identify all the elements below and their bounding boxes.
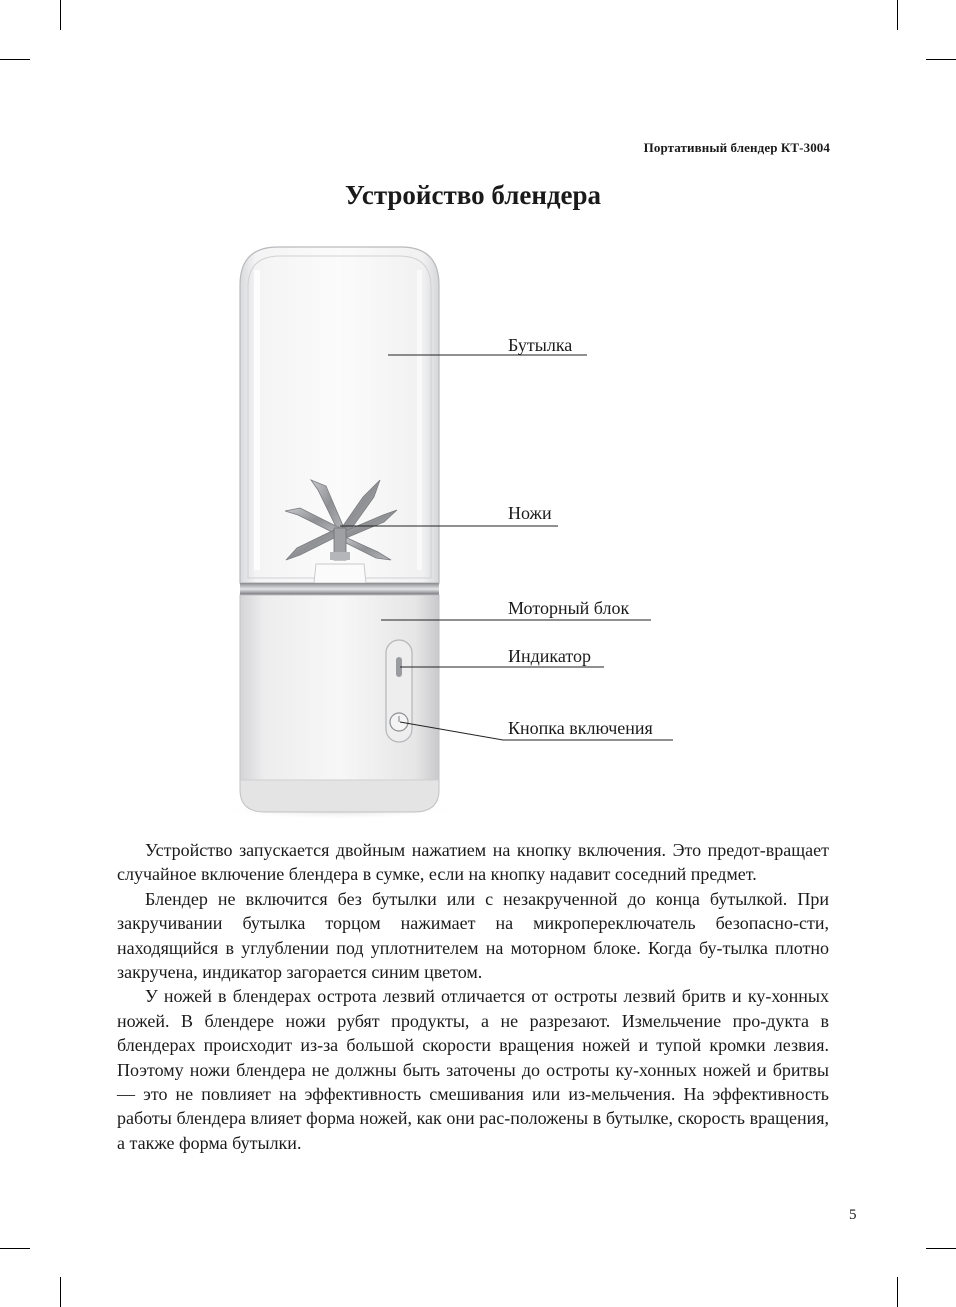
page-number: 5 bbox=[849, 1207, 857, 1223]
label-indicator: Индикатор bbox=[508, 646, 592, 666]
body-text bbox=[117, 838, 829, 1155]
page-title: Устройство блендера bbox=[344, 180, 602, 210]
label-bottle: Бутылка bbox=[508, 335, 573, 355]
label-power-button: Кнопка включения bbox=[508, 718, 653, 738]
crop-mark-bottom-right-v bbox=[897, 1277, 898, 1307]
paragraph-2: Блендер не включится без бутылки или с незакрученной до конца бутылкой. При закручивании бутылка торцом нажимает на микропереключатель безопасно-сти, находящийся в углублении под уплотнителем на моторном блоке. Когда бу-тылка плотно закручена, индикатор загорается синим цветом. bbox=[117, 888, 829, 983]
crop-mark-bottom-left-h bbox=[0, 1248, 30, 1249]
crop-mark-bottom-right-h bbox=[926, 1248, 956, 1249]
seal-ring bbox=[240, 583, 439, 595]
running-header: Портативный блендер КТ-3004 bbox=[643, 140, 830, 155]
crop-mark-bottom-left-v bbox=[60, 1277, 61, 1307]
paragraph-3: У ножей в блендерах острота лезвий отличается от остроты лезвий бритв и ку-хонных ножей. В блендере ножи рубят продукты, а не разрезают. Измельчение про-дукта в блендерах происходит из-за большой скорости вращения ножей и тупой кромки лезвия. Поэтому ножи блендера не должны быть заточены до остроты ку-хонных ножей и бритвы — это не повлияет на эффективность смешивания или из-мельчения. На эффективность работы блендера влияет форма ножей, как они рас-положены в бутылке, скорость вращения, а также форма бутылки. bbox=[117, 986, 829, 1153]
paragraph-1: Устройство запускается двойным нажатием на кнопку включения. Это предот-вращает случайное включение блендера в сумке, если на кнопку надавит соседний предмет. bbox=[117, 840, 829, 885]
label-motor-block: Моторный блок bbox=[508, 598, 630, 618]
label-blades: Ножи bbox=[508, 503, 552, 523]
control-strip bbox=[386, 640, 412, 742]
